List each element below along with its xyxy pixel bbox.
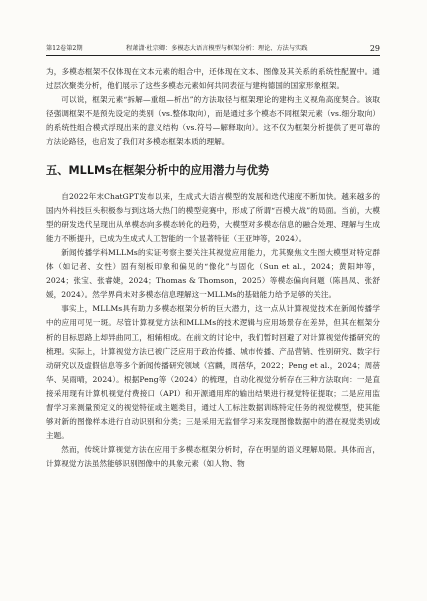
running-header (46, 43, 380, 56)
paragraph: 自2022年末ChatGPT发布以来，生成式大语言模型的发展和迭代速度不断加快。越来越多的国内外科技巨头积极参与到这场大热门的模型竞赛中，形成了所谓“百模大战”的局面。当前，大模型的研发迭代呈现出从单模态向多模态转化的趋势，大模型对多模态信息的融合处理、理解与生成能力不断提升，已成为生成式人工智能的一个显著特征（王亚坤等，2024）。 (46, 191, 380, 243)
running-title: 程萧潇·杜宗卿：多模态大语言模型与框架分析：理论、方法与实践 (126, 45, 308, 52)
paragraph: 可以说，框架元素“拆解—重组—析出”的方法取径与框架理论的建构主义视角高度契合。该取径强调框架不是预先设定的类别（vs.整体取向），而是通过多个模态不同框架元素（vs.细分取向）的系统性组合模式浮现出来的意义结构（vs.符号—解释取向）。这不仅为框架分析提供了更可靠的方法论路径，也启发了我们对多模态框架本质的理解。 (46, 95, 380, 147)
paragraph: 然而，传统计算视觉方法在应用于多模态框架分析时，存在明显的语义理解局限。具体而言，计算视觉方法虽然能够识别图像中的具象元素（如人物、物 (46, 445, 380, 469)
paragraph: 新闻传播学科MLLMs的实证考察主要关注其视觉应用能力，尤其聚焦文生图大模型对特定群体（如记者、女性）固有刻板印象和偏见的“像化”与固化（Sun et al.，2024；黄阳坤等，2024；张宝、张睿婕，2024；Thomas & Thomson，2025）等模态偏向问题（陈昌凤、张舒媛，2024）。然学界尚未对多模态信息理解这一MLLMs的基础能力给予足够的关注。 (46, 247, 380, 300)
issue-label: 第12卷第2期 (46, 45, 83, 52)
section-heading: 五、MLLMs在框架分析中的应用潜力与优势 (46, 163, 270, 177)
paragraph: 为，多模态框架不仅体现在文本元素的组合中，还体现在文本、图像及其关系的系统性配置中。通过层次聚类分析，他们展示了这些多模态元素如何共同表征与建构德国的国家形象框架。 (46, 67, 380, 91)
paragraph: 事实上，MLLMs具有助力多模态框架分析的巨大潜力，这一点从计算视觉技术在新闻传播学中的应用可见一斑。尽管计算视觉方法和MLLMs的技术逻辑与应用场景存在差异，但其在框架分析的目标思路上却异曲同工，相辅相成。在前文的讨论中，我们暂时回避了对计算视觉传播研究的梳理。实际上，计算视觉方法已被广泛应用于政治传播、城市传播、产品营销、性别研究、数字行动研究以及虚假信息等多个新闻传播研究领域（宫麟，周蓓华，2022；Peng et al.，2024；周蓓华、吴雨晴，2024）。根据Peng等（2024）的梳理，自动化视觉分析存在三种方法取向：一是直接采用现有计算机视觉付费接口（API）和开源通用库的输出结果进行视觉特征提取；二是应用监督学习来测量预定义的视觉特征或主题类目，通过人工标注数据训练特定任务的视觉模型，使其能够对新的图像样本进行自动识别和分类；三是采用无监督学习来发现图像数据中的潜在视觉类别或主题。 (46, 304, 380, 441)
page-number: 29 (369, 44, 380, 53)
article-body (46, 65, 380, 471)
